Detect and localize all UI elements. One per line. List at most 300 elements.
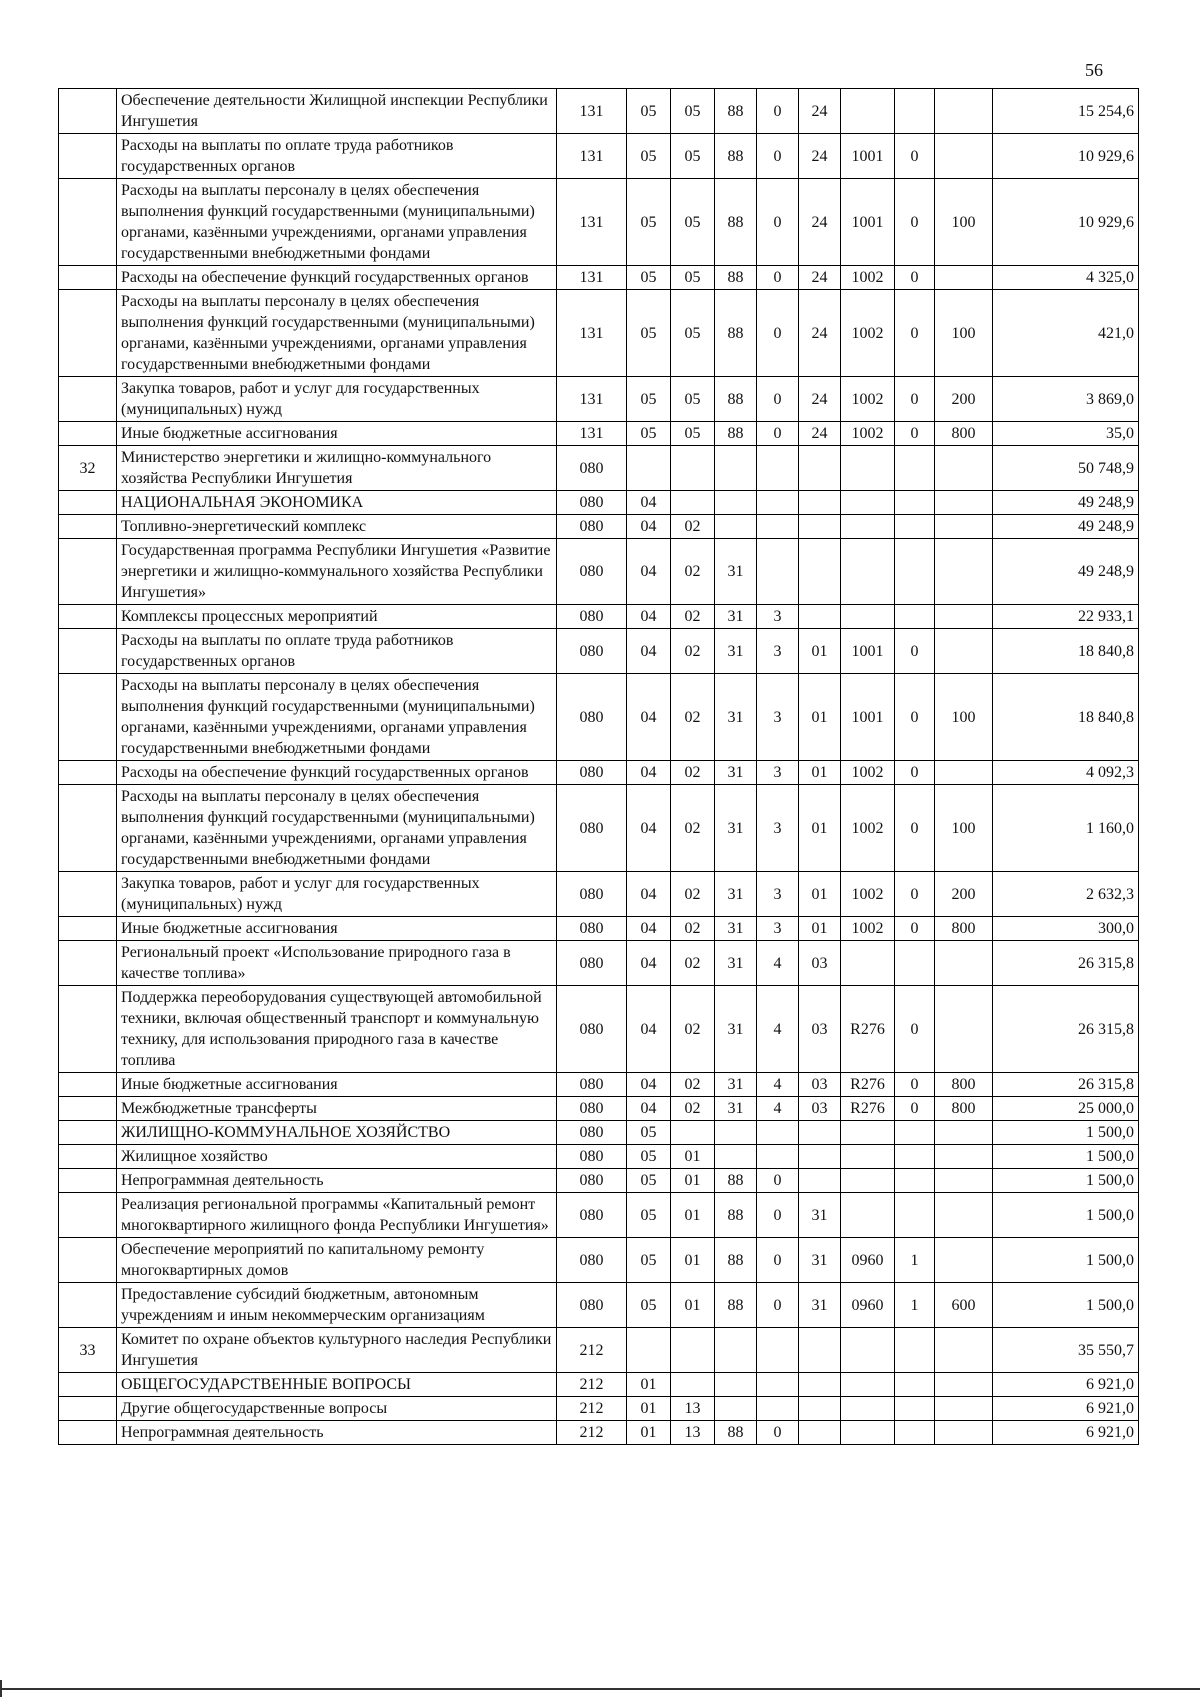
- code-cell: [935, 1121, 993, 1145]
- table-row: [59, 422, 1139, 446]
- code-cell: 04: [627, 515, 671, 539]
- row-number-cell: [59, 491, 117, 515]
- code-cell: [671, 491, 715, 515]
- table-row: [59, 785, 1139, 872]
- code-cell: 800: [935, 917, 993, 941]
- code-cell: [935, 986, 993, 1073]
- code-cell: 05: [627, 290, 671, 377]
- code-cell: [895, 491, 935, 515]
- code-cell: 0: [895, 986, 935, 1073]
- code-cell: 04: [627, 674, 671, 761]
- row-number-cell: [59, 1373, 117, 1397]
- table-row: [59, 89, 1139, 134]
- row-name-cell: Непрограммная деятельность: [117, 1421, 557, 1445]
- table-row: [59, 1073, 1139, 1097]
- code-cell: 3: [757, 674, 799, 761]
- code-cell: 88: [715, 179, 757, 266]
- code-cell: 88: [715, 1421, 757, 1445]
- code-cell: 3: [757, 872, 799, 917]
- table-row: [59, 1145, 1139, 1169]
- code-cell: 05: [627, 1238, 671, 1283]
- code-cell: 080: [557, 491, 627, 515]
- code-cell: 1001: [841, 674, 895, 761]
- code-cell: [841, 1145, 895, 1169]
- code-cell: 3: [757, 605, 799, 629]
- code-cell: 0960: [841, 1238, 895, 1283]
- code-cell: 31: [715, 1097, 757, 1121]
- row-number-cell: [59, 941, 117, 986]
- code-cell: 03: [799, 1073, 841, 1097]
- code-cell: 05: [627, 89, 671, 134]
- amount-cell: 6 921,0: [993, 1421, 1139, 1445]
- code-cell: 131: [557, 266, 627, 290]
- amount-cell: 35 550,7: [993, 1328, 1139, 1373]
- row-name-cell: НАЦИОНАЛЬНАЯ ЭКОНОМИКА: [117, 491, 557, 515]
- code-cell: 3: [757, 629, 799, 674]
- row-number-cell: [59, 539, 117, 605]
- row-name-cell: Поддержка переоборудования существующей автомобильной техники, включая общественный транспорт и коммунальную технику, для использования природного газа в качестве топлива: [117, 986, 557, 1073]
- code-cell: 88: [715, 290, 757, 377]
- code-cell: [935, 605, 993, 629]
- row-number-cell: 32: [59, 446, 117, 491]
- code-cell: 080: [557, 761, 627, 785]
- amount-cell: 4 092,3: [993, 761, 1139, 785]
- code-cell: 0: [895, 674, 935, 761]
- code-cell: 13: [671, 1397, 715, 1421]
- code-cell: 02: [671, 629, 715, 674]
- row-name-cell: Расходы на выплаты персоналу в целях обеспечения выполнения функций государственными (муниципальными) органами, казёнными учреждениями, органами управления государственными внебюджетными фондами: [117, 785, 557, 872]
- code-cell: [715, 446, 757, 491]
- code-cell: 1002: [841, 872, 895, 917]
- row-number-cell: [59, 917, 117, 941]
- code-cell: [757, 1328, 799, 1373]
- row-number-cell: [59, 1097, 117, 1121]
- row-name-cell: Иные бюджетные ассигнования: [117, 917, 557, 941]
- code-cell: 31: [799, 1238, 841, 1283]
- amount-cell: 25 000,0: [993, 1097, 1139, 1121]
- code-cell: 04: [627, 986, 671, 1073]
- amount-cell: 6 921,0: [993, 1373, 1139, 1397]
- code-cell: [935, 1397, 993, 1421]
- code-cell: 4: [757, 1073, 799, 1097]
- row-name-cell: Иные бюджетные ассигнования: [117, 1073, 557, 1097]
- amount-cell: 49 248,9: [993, 539, 1139, 605]
- code-cell: [715, 1145, 757, 1169]
- row-name-cell: Реализация региональной программы «Капитальный ремонт многоквартирного жилищного фонда Республики Ингушетия»: [117, 1193, 557, 1238]
- code-cell: 0: [757, 377, 799, 422]
- row-number-cell: [59, 1121, 117, 1145]
- code-cell: 24: [799, 290, 841, 377]
- code-cell: [715, 1397, 757, 1421]
- amount-cell: 1 500,0: [993, 1283, 1139, 1328]
- code-cell: 05: [671, 422, 715, 446]
- code-cell: [799, 1121, 841, 1145]
- code-cell: 080: [557, 1193, 627, 1238]
- code-cell: 04: [627, 1097, 671, 1121]
- code-cell: 02: [671, 1097, 715, 1121]
- row-number-cell: [59, 1145, 117, 1169]
- amount-cell: 1 500,0: [993, 1193, 1139, 1238]
- row-name-cell: Другие общегосударственные вопросы: [117, 1397, 557, 1421]
- code-cell: 212: [557, 1328, 627, 1373]
- code-cell: 200: [935, 872, 993, 917]
- table-row: [59, 872, 1139, 917]
- code-cell: [799, 446, 841, 491]
- code-cell: [841, 89, 895, 134]
- row-name-cell: Расходы на выплаты по оплате труда работников государственных органов: [117, 629, 557, 674]
- row-name-cell: ЖИЛИЩНО-КОММУНАЛЬНОЕ ХОЗЯЙСТВО: [117, 1121, 557, 1145]
- table-row: [59, 1193, 1139, 1238]
- code-cell: 02: [671, 1073, 715, 1097]
- code-cell: [935, 761, 993, 785]
- code-cell: [841, 1397, 895, 1421]
- code-cell: 05: [671, 179, 715, 266]
- row-name-cell: Закупка товаров, работ и услуг для государственных (муниципальных) нужд: [117, 872, 557, 917]
- row-number-cell: [59, 422, 117, 446]
- code-cell: 4: [757, 986, 799, 1073]
- code-cell: 88: [715, 134, 757, 179]
- code-cell: 1002: [841, 917, 895, 941]
- code-cell: 1: [895, 1283, 935, 1328]
- row-name-cell: ОБЩЕГОСУДАРСТВЕННЫЕ ВОПРОСЫ: [117, 1373, 557, 1397]
- code-cell: 131: [557, 290, 627, 377]
- row-name-cell: Межбюджетные трансферты: [117, 1097, 557, 1121]
- code-cell: [757, 1121, 799, 1145]
- code-cell: [799, 491, 841, 515]
- code-cell: [935, 515, 993, 539]
- table-row: [59, 917, 1139, 941]
- code-cell: [799, 1373, 841, 1397]
- code-cell: [841, 605, 895, 629]
- code-cell: [895, 1169, 935, 1193]
- code-cell: 1002: [841, 377, 895, 422]
- code-cell: 1001: [841, 134, 895, 179]
- amount-cell: 26 315,8: [993, 1073, 1139, 1097]
- code-cell: 0: [895, 1073, 935, 1097]
- page-bottom-border: [0, 1688, 1200, 1690]
- code-cell: 05: [627, 422, 671, 446]
- code-cell: 04: [627, 1073, 671, 1097]
- code-cell: [799, 539, 841, 605]
- code-cell: 1002: [841, 761, 895, 785]
- code-cell: 88: [715, 89, 757, 134]
- code-cell: 800: [935, 1097, 993, 1121]
- code-cell: 05: [627, 266, 671, 290]
- code-cell: 01: [799, 674, 841, 761]
- code-cell: 0: [895, 872, 935, 917]
- code-cell: [935, 941, 993, 986]
- code-cell: 05: [627, 179, 671, 266]
- amount-cell: 26 315,8: [993, 986, 1139, 1073]
- row-number-cell: [59, 674, 117, 761]
- code-cell: 31: [715, 1073, 757, 1097]
- code-cell: 05: [671, 89, 715, 134]
- code-cell: 01: [671, 1283, 715, 1328]
- code-cell: 02: [671, 917, 715, 941]
- code-cell: 13: [671, 1421, 715, 1445]
- code-cell: [841, 941, 895, 986]
- code-cell: 080: [557, 1073, 627, 1097]
- code-cell: 31: [715, 917, 757, 941]
- code-cell: 24: [799, 422, 841, 446]
- code-cell: 3: [757, 761, 799, 785]
- amount-cell: 50 748,9: [993, 446, 1139, 491]
- code-cell: 05: [627, 1169, 671, 1193]
- code-cell: 24: [799, 134, 841, 179]
- code-cell: 05: [627, 1193, 671, 1238]
- amount-cell: 1 500,0: [993, 1145, 1139, 1169]
- code-cell: 31: [799, 1283, 841, 1328]
- amount-cell: 26 315,8: [993, 941, 1139, 986]
- code-cell: 04: [627, 872, 671, 917]
- code-cell: 0: [895, 1097, 935, 1121]
- code-cell: 080: [557, 1121, 627, 1145]
- code-cell: 01: [671, 1238, 715, 1283]
- amount-cell: 22 933,1: [993, 605, 1139, 629]
- code-cell: 02: [671, 605, 715, 629]
- table-row: [59, 1169, 1139, 1193]
- code-cell: 0: [757, 422, 799, 446]
- code-cell: [715, 1328, 757, 1373]
- code-cell: 03: [799, 941, 841, 986]
- code-cell: 0: [757, 266, 799, 290]
- code-cell: [895, 1145, 935, 1169]
- code-cell: [895, 539, 935, 605]
- code-cell: 0: [895, 761, 935, 785]
- table-row: [59, 134, 1139, 179]
- code-cell: 080: [557, 446, 627, 491]
- code-cell: [935, 89, 993, 134]
- row-number-cell: [59, 515, 117, 539]
- code-cell: [715, 515, 757, 539]
- row-number-cell: 33: [59, 1328, 117, 1373]
- code-cell: 0: [757, 290, 799, 377]
- code-cell: [799, 515, 841, 539]
- code-cell: 080: [557, 1169, 627, 1193]
- row-number-cell: [59, 134, 117, 179]
- code-cell: 01: [799, 761, 841, 785]
- code-cell: 31: [715, 605, 757, 629]
- row-number-cell: [59, 89, 117, 134]
- code-cell: 05: [627, 377, 671, 422]
- code-cell: 01: [627, 1421, 671, 1445]
- code-cell: 080: [557, 1097, 627, 1121]
- code-cell: [935, 1145, 993, 1169]
- code-cell: 1002: [841, 785, 895, 872]
- row-number-cell: [59, 986, 117, 1073]
- code-cell: 200: [935, 377, 993, 422]
- code-cell: 0: [895, 290, 935, 377]
- code-cell: 0: [757, 1421, 799, 1445]
- code-cell: 31: [715, 941, 757, 986]
- code-cell: 88: [715, 1169, 757, 1193]
- code-cell: 800: [935, 1073, 993, 1097]
- row-number-cell: [59, 1169, 117, 1193]
- amount-cell: 3 869,0: [993, 377, 1139, 422]
- code-cell: 88: [715, 1283, 757, 1328]
- table-row: [59, 446, 1139, 491]
- amount-cell: 18 840,8: [993, 674, 1139, 761]
- code-cell: 100: [935, 290, 993, 377]
- code-cell: 05: [671, 377, 715, 422]
- code-cell: 800: [935, 422, 993, 446]
- code-cell: 212: [557, 1373, 627, 1397]
- code-cell: [935, 1238, 993, 1283]
- amount-cell: 1 160,0: [993, 785, 1139, 872]
- code-cell: 88: [715, 266, 757, 290]
- code-cell: 131: [557, 89, 627, 134]
- code-cell: 31: [715, 785, 757, 872]
- code-cell: 04: [627, 785, 671, 872]
- code-cell: 080: [557, 674, 627, 761]
- row-number-cell: [59, 290, 117, 377]
- code-cell: 0: [895, 629, 935, 674]
- code-cell: 1002: [841, 266, 895, 290]
- code-cell: [799, 1421, 841, 1445]
- code-cell: 0: [757, 1193, 799, 1238]
- code-cell: 01: [627, 1397, 671, 1421]
- code-cell: [895, 89, 935, 134]
- code-cell: [935, 629, 993, 674]
- code-cell: 31: [715, 986, 757, 1073]
- row-number-cell: [59, 1238, 117, 1283]
- code-cell: [715, 1373, 757, 1397]
- table-row: [59, 629, 1139, 674]
- code-cell: 01: [671, 1193, 715, 1238]
- code-cell: [895, 1328, 935, 1373]
- code-cell: 31: [715, 872, 757, 917]
- code-cell: 31: [715, 629, 757, 674]
- code-cell: [757, 491, 799, 515]
- code-cell: [935, 539, 993, 605]
- code-cell: 24: [799, 179, 841, 266]
- code-cell: 31: [715, 674, 757, 761]
- row-name-cell: Расходы на обеспечение функций государственных органов: [117, 761, 557, 785]
- code-cell: 0: [895, 422, 935, 446]
- code-cell: 04: [627, 761, 671, 785]
- code-cell: 080: [557, 872, 627, 917]
- code-cell: 01: [799, 917, 841, 941]
- row-name-cell: Обеспечение деятельности Жилищной инспекции Республики Ингушетия: [117, 89, 557, 134]
- table-row: [59, 1397, 1139, 1421]
- table-row: [59, 1373, 1139, 1397]
- code-cell: [895, 605, 935, 629]
- table-row: [59, 290, 1139, 377]
- code-cell: 0: [757, 1169, 799, 1193]
- amount-cell: 18 840,8: [993, 629, 1139, 674]
- code-cell: [799, 1397, 841, 1421]
- row-number-cell: [59, 785, 117, 872]
- code-cell: 02: [671, 986, 715, 1073]
- code-cell: [841, 491, 895, 515]
- code-cell: 4: [757, 1097, 799, 1121]
- budget-table-body: [59, 89, 1139, 1445]
- code-cell: 04: [627, 917, 671, 941]
- amount-cell: 49 248,9: [993, 515, 1139, 539]
- code-cell: 0: [757, 179, 799, 266]
- code-cell: 24: [799, 89, 841, 134]
- amount-cell: 15 254,6: [993, 89, 1139, 134]
- code-cell: 0: [895, 917, 935, 941]
- code-cell: [841, 1193, 895, 1238]
- code-cell: [935, 1328, 993, 1373]
- code-cell: 31: [715, 761, 757, 785]
- code-cell: 080: [557, 515, 627, 539]
- code-cell: [841, 1373, 895, 1397]
- page-number: 56: [1085, 60, 1103, 80]
- amount-cell: 1 500,0: [993, 1121, 1139, 1145]
- code-cell: 31: [715, 539, 757, 605]
- table-row: [59, 761, 1139, 785]
- row-number-cell: [59, 266, 117, 290]
- code-cell: 24: [799, 377, 841, 422]
- code-cell: 131: [557, 422, 627, 446]
- code-cell: 080: [557, 986, 627, 1073]
- code-cell: [671, 1373, 715, 1397]
- row-number-cell: [59, 761, 117, 785]
- code-cell: 0: [895, 785, 935, 872]
- row-name-cell: Непрограммная деятельность: [117, 1169, 557, 1193]
- table-row: [59, 539, 1139, 605]
- code-cell: [935, 1373, 993, 1397]
- amount-cell: 421,0: [993, 290, 1139, 377]
- code-cell: 131: [557, 179, 627, 266]
- code-cell: [671, 446, 715, 491]
- code-cell: 04: [627, 605, 671, 629]
- code-cell: 05: [627, 1121, 671, 1145]
- code-cell: [895, 1193, 935, 1238]
- code-cell: 05: [627, 1145, 671, 1169]
- row-number-cell: [59, 179, 117, 266]
- row-name-cell: Региональный проект «Использование природного газа в качестве топлива»: [117, 941, 557, 986]
- code-cell: [841, 515, 895, 539]
- code-cell: 131: [557, 377, 627, 422]
- code-cell: 0: [895, 377, 935, 422]
- code-cell: [671, 1328, 715, 1373]
- code-cell: [799, 1145, 841, 1169]
- table-row: [59, 1328, 1139, 1373]
- code-cell: 02: [671, 941, 715, 986]
- code-cell: 05: [627, 134, 671, 179]
- code-cell: [757, 1373, 799, 1397]
- code-cell: 212: [557, 1421, 627, 1445]
- code-cell: 03: [799, 986, 841, 1073]
- code-cell: 131: [557, 134, 627, 179]
- code-cell: [935, 1169, 993, 1193]
- code-cell: R276: [841, 986, 895, 1073]
- table-row: [59, 941, 1139, 986]
- code-cell: [715, 491, 757, 515]
- code-cell: 02: [671, 674, 715, 761]
- code-cell: 88: [715, 377, 757, 422]
- code-cell: [935, 1193, 993, 1238]
- code-cell: 0: [895, 179, 935, 266]
- row-number-cell: [59, 1193, 117, 1238]
- code-cell: 02: [671, 515, 715, 539]
- code-cell: [935, 1421, 993, 1445]
- code-cell: [799, 1328, 841, 1373]
- row-name-cell: Иные бюджетные ассигнования: [117, 422, 557, 446]
- code-cell: 02: [671, 761, 715, 785]
- amount-cell: 6 921,0: [993, 1397, 1139, 1421]
- code-cell: [799, 605, 841, 629]
- code-cell: 1001: [841, 629, 895, 674]
- code-cell: 0: [757, 1283, 799, 1328]
- code-cell: [935, 446, 993, 491]
- code-cell: 0: [895, 134, 935, 179]
- table-row: [59, 674, 1139, 761]
- table-row: [59, 1121, 1139, 1145]
